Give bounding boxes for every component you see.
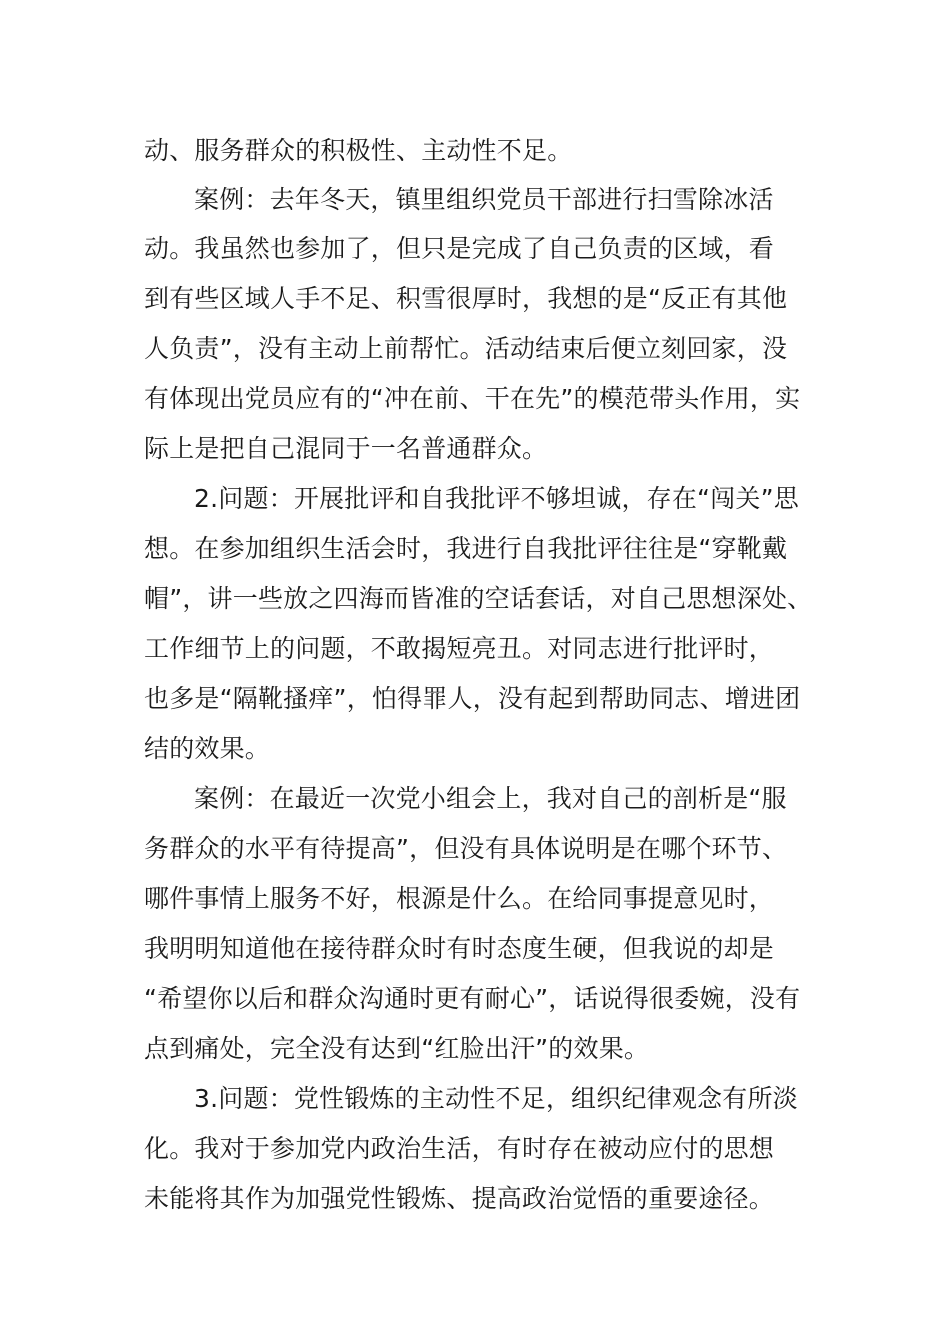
- text-line: 人负责”，没有主动上前帮忙。活动结束后便立刻回家，没: [144, 334, 788, 363]
- text-line: 结的效果。: [144, 734, 271, 763]
- text-line: “希望你以后和群众沟通时更有耐心”，话说得很委婉，没有: [144, 984, 801, 1013]
- paragraph-first-line: 案例：在最近一次党小组会上，我对自己的剖析是“服: [194, 784, 787, 813]
- paragraph-first-line: 2.问题：开展批评和自我批评不够坦诚，存在“闯关”思: [194, 484, 799, 513]
- text-line: 帽”，讲一些放之四海而皆准的空话套话，对自己思想深处、: [144, 584, 813, 613]
- text-line: 点到痛处，完全没有达到“红脸出汗”的效果。: [144, 1034, 650, 1063]
- text-line: 有体现出党员应有的“冲在前、干在先”的模范带头作用，实: [144, 384, 801, 413]
- paragraph-first-line: 3.问题：党性锻炼的主动性不足，组织纪律观念有所淡: [194, 1084, 798, 1113]
- text-line: 哪件事情上服务不好，根源是什么。在给同事提意见时，: [144, 884, 775, 913]
- text-line: 工作细节上的问题，不敢揭短亮丑。对同志进行批评时，: [144, 634, 775, 663]
- text-line: 想。在参加组织生活会时，我进行自我批评往往是“穿靴戴: [144, 534, 788, 563]
- text-line: 际上是把自己混同于一名普通群众。: [144, 434, 548, 463]
- text-line: 未能将其作为加强党性锻炼、提高政治觉悟的重要途径。: [144, 1184, 775, 1213]
- text-line: 化。我对于参加党内政治生活，有时存在被动应付的思想: [144, 1134, 775, 1163]
- text-line: 务群众的水平有待提高”，但没有具体说明是在哪个环节、: [144, 834, 788, 863]
- text-line: 动、服务群众的积极性、主动性不足。: [144, 136, 573, 165]
- text-line: 动。我虽然也参加了，但只是完成了自己负责的区域，看: [144, 234, 775, 263]
- text-line: 我明明知道他在接待群众时有时态度生硬，但我说的却是: [144, 934, 775, 963]
- text-line: 到有些区域人手不足、积雪很厚时，我想的是“反正有其他: [144, 284, 788, 313]
- paragraph-first-line: 案例：去年冬天，镇里组织党员干部进行扫雪除冰活: [194, 185, 774, 214]
- text-line: 也多是“隔靴搔痒”，怕得罪人，没有起到帮助同志、增进团: [144, 684, 801, 713]
